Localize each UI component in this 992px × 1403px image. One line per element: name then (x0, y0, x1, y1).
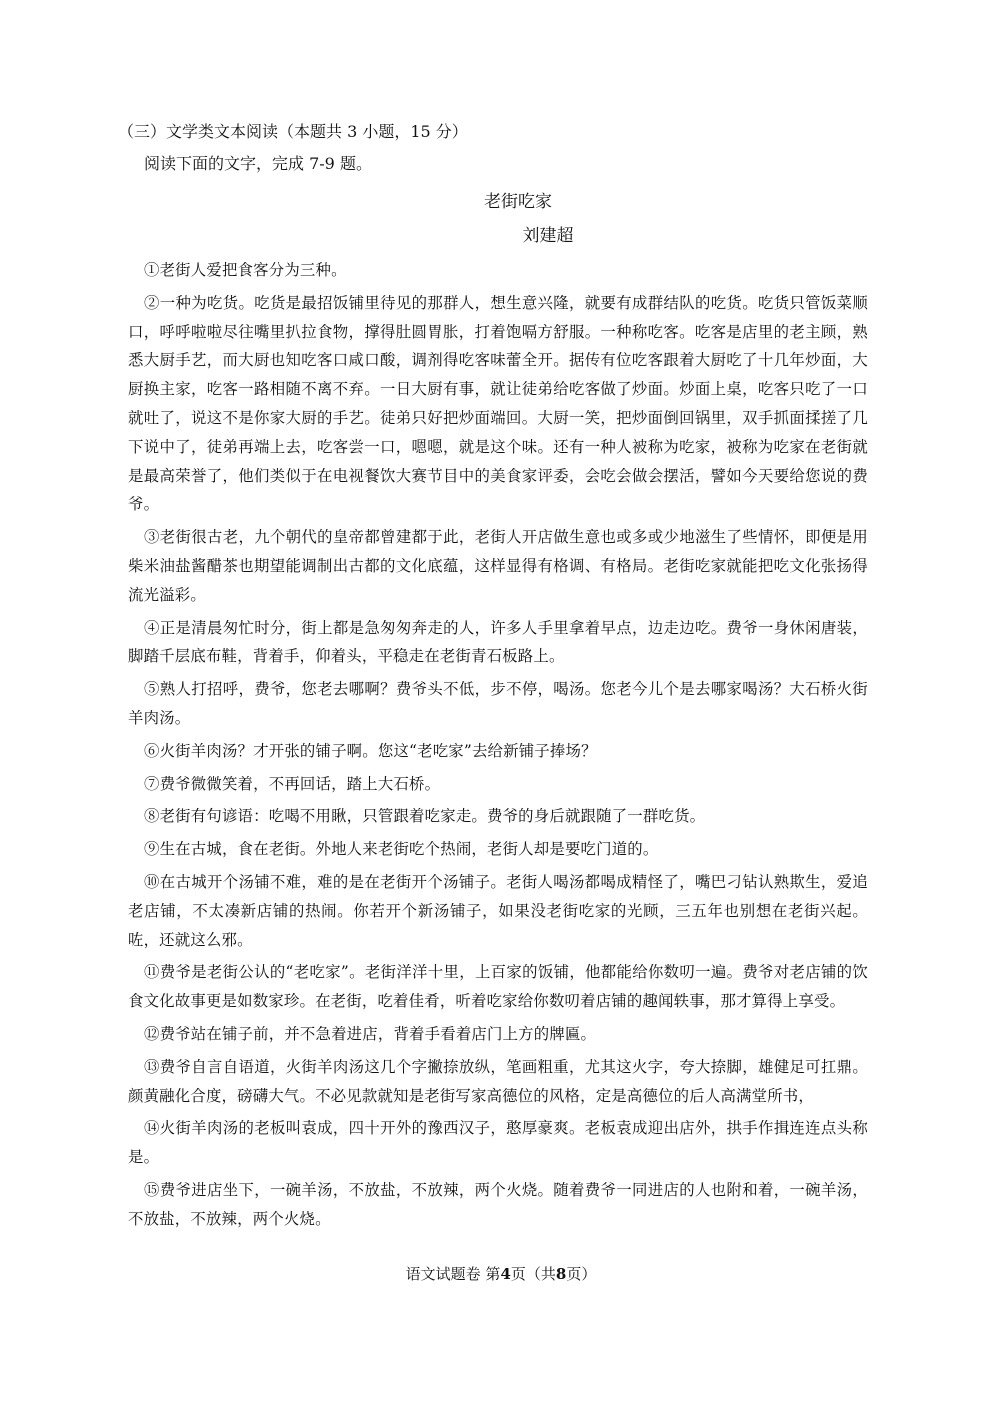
paragraph-5: ⑤熟人打招呼，费爷，您老去哪啊？费爷头不低，步不停，喝汤。您老今儿个是去哪家喝汤？大石桥火街羊肉汤。 (128, 680, 868, 727)
instruction-text: 阅读下面的文字，完成 7-9 题。 (144, 154, 372, 173)
paragraph-2: ②一种为吃货。吃货是最招饭铺里待见的那群人，想生意兴隆，就要有成群结队的吃货。吃货只管饭菜顺口，呼呼啦啦尽往嘴里扒拉食物，撑得肚圆胃胀，打着饱嗝方舒服。一种称吃客。吃客是店里的老主顾，熟悉大厨手艺，而大厨也知吃客口咸口酸，调剂得吃客味蕾全开。据传有位吃客跟着大厨吃了十几年炒面，大厨换主家，吃客一路相随不离不弃。一日大厨有事，就让徒弟给吃客做了炒面。炒面上桌，吃客只吃了一口就吐了，说这不是你家大厨的手艺。徒弟只好把炒面端回。大厨一笑，把炒面倒回锅里，双手抓面揉搓了几下说中了，徒弟再端上去，吃客尝一口，嗯嗯，就是这个味。还有一种人被称为吃家，被称为吃家在老街就是最高荣誉了，他们类似于在电视餐饮大赛节目中的美食家评委，会吃会做会摆活，譬如今天要给您说的费爷。 (128, 293, 868, 514)
paragraph-9: ⑨生在古城，食在老街。外地人来老街吃个热闹，老街人却是要吃门道的。 (144, 840, 659, 859)
reading-section (118, 118, 868, 1238)
paragraph-14: ⑭火街羊肉汤的老板叫袁成，四十开外的豫西汉子，憨厚豪爽。老板袁成迎出店外，拱手作揖连连点头称是。 (128, 1119, 868, 1167)
footer-middle: 页（共 (510, 1265, 556, 1283)
paragraph-13: ⑬费爷自言自语道，火街羊肉汤这几个字撇捺放纵，笔画粗重，尤其这火字，夸大捺脚，雄健足可扛鼎。颜黄融化合度，磅礴大气。不必见款就知是老街写家高德位的风格，定是高德位的后人高满堂所书， (128, 1057, 868, 1105)
footer-suffix: 页） (566, 1265, 597, 1283)
paragraph-10: ⑩在古城开个汤铺不难，难的是在老街开个汤铺子。老街人喝汤都喝成精怪了，嘴巴刁钻认熟欺生，爱追老店铺，不太凑新店铺的热闹。你若开个新汤铺子，如果没老街吃家的光顾，三五年也别想在老街兴起。咗，还就这么邪。 (128, 872, 868, 949)
paragraph-11: ⑪费爷是老街公认的“老吃家”。老街洋洋十里，上百家的饭铺，他都能给你数叨一遍。费爷对老店铺的饮食文化故事更是如数家珍。在老街，吃着佳肴，听着吃家给你数叨着店铺的趣闻轶事，那才算得上享受。 (128, 963, 868, 1011)
paragraph-15: ⑮费爷进店坐下，一碗羊汤，不放盐，不放辣，两个火烧。随着费爷一同进店的人也附和着，一碗羊汤，不放盐，不放辣，两个火烧。 (128, 1180, 868, 1228)
page-footer (0, 1262, 992, 1286)
footer-total-pages: 8 (555, 1265, 567, 1283)
paragraph-4: ④正是清晨匆忙时分，街上都是急匆匆奔走的人，许多人手里拿着早点，边走边吃。费爷一身休闲唐装，脚踏千层底布鞋，背着手，仰着头，平稳走在老街青石板路上。 (128, 618, 868, 666)
article-author: 刘建超 (522, 226, 574, 246)
article-title: 老街吃家 (484, 192, 552, 212)
footer-page-number: 4 (500, 1265, 511, 1283)
paragraph-7: ⑦费爷微微笑着，不再回话，踏上大石桥。 (144, 774, 441, 793)
section-heading: （三）文学类文本阅读（本题共 3 小题，15 分） (118, 122, 468, 141)
paragraph-12: ⑫费爷站在铺子前，并不急着进店，背着手看着店门上方的牌匾。 (144, 1024, 597, 1043)
footer-prefix: 语文试题卷 第 (405, 1265, 501, 1283)
paragraph-8: ⑧老街有句谚语：吃喝不用瞅，只管跟着吃家走。费爷的身后就跟随了一群吃货。 (144, 807, 706, 826)
paragraph-3: ③老街很古老，九个朝代的皇帝都曾建都于此，老街人开店做生意也或多或少地滋生了些情怀，即便是用柴米油盐酱醋茶也期望能调制出古都的文化底蕴，这样显得有格调、有格局。老街吃家就能把吃文化张扬得流光溢彩。 (128, 528, 868, 604)
paragraph-6: ⑥火街羊肉汤？才开张的铺子啊。您这“老吃家”去给新铺子捧场？ (144, 741, 597, 760)
paragraph-1: ①老街人爱把食客分为三种。 (144, 261, 347, 279)
